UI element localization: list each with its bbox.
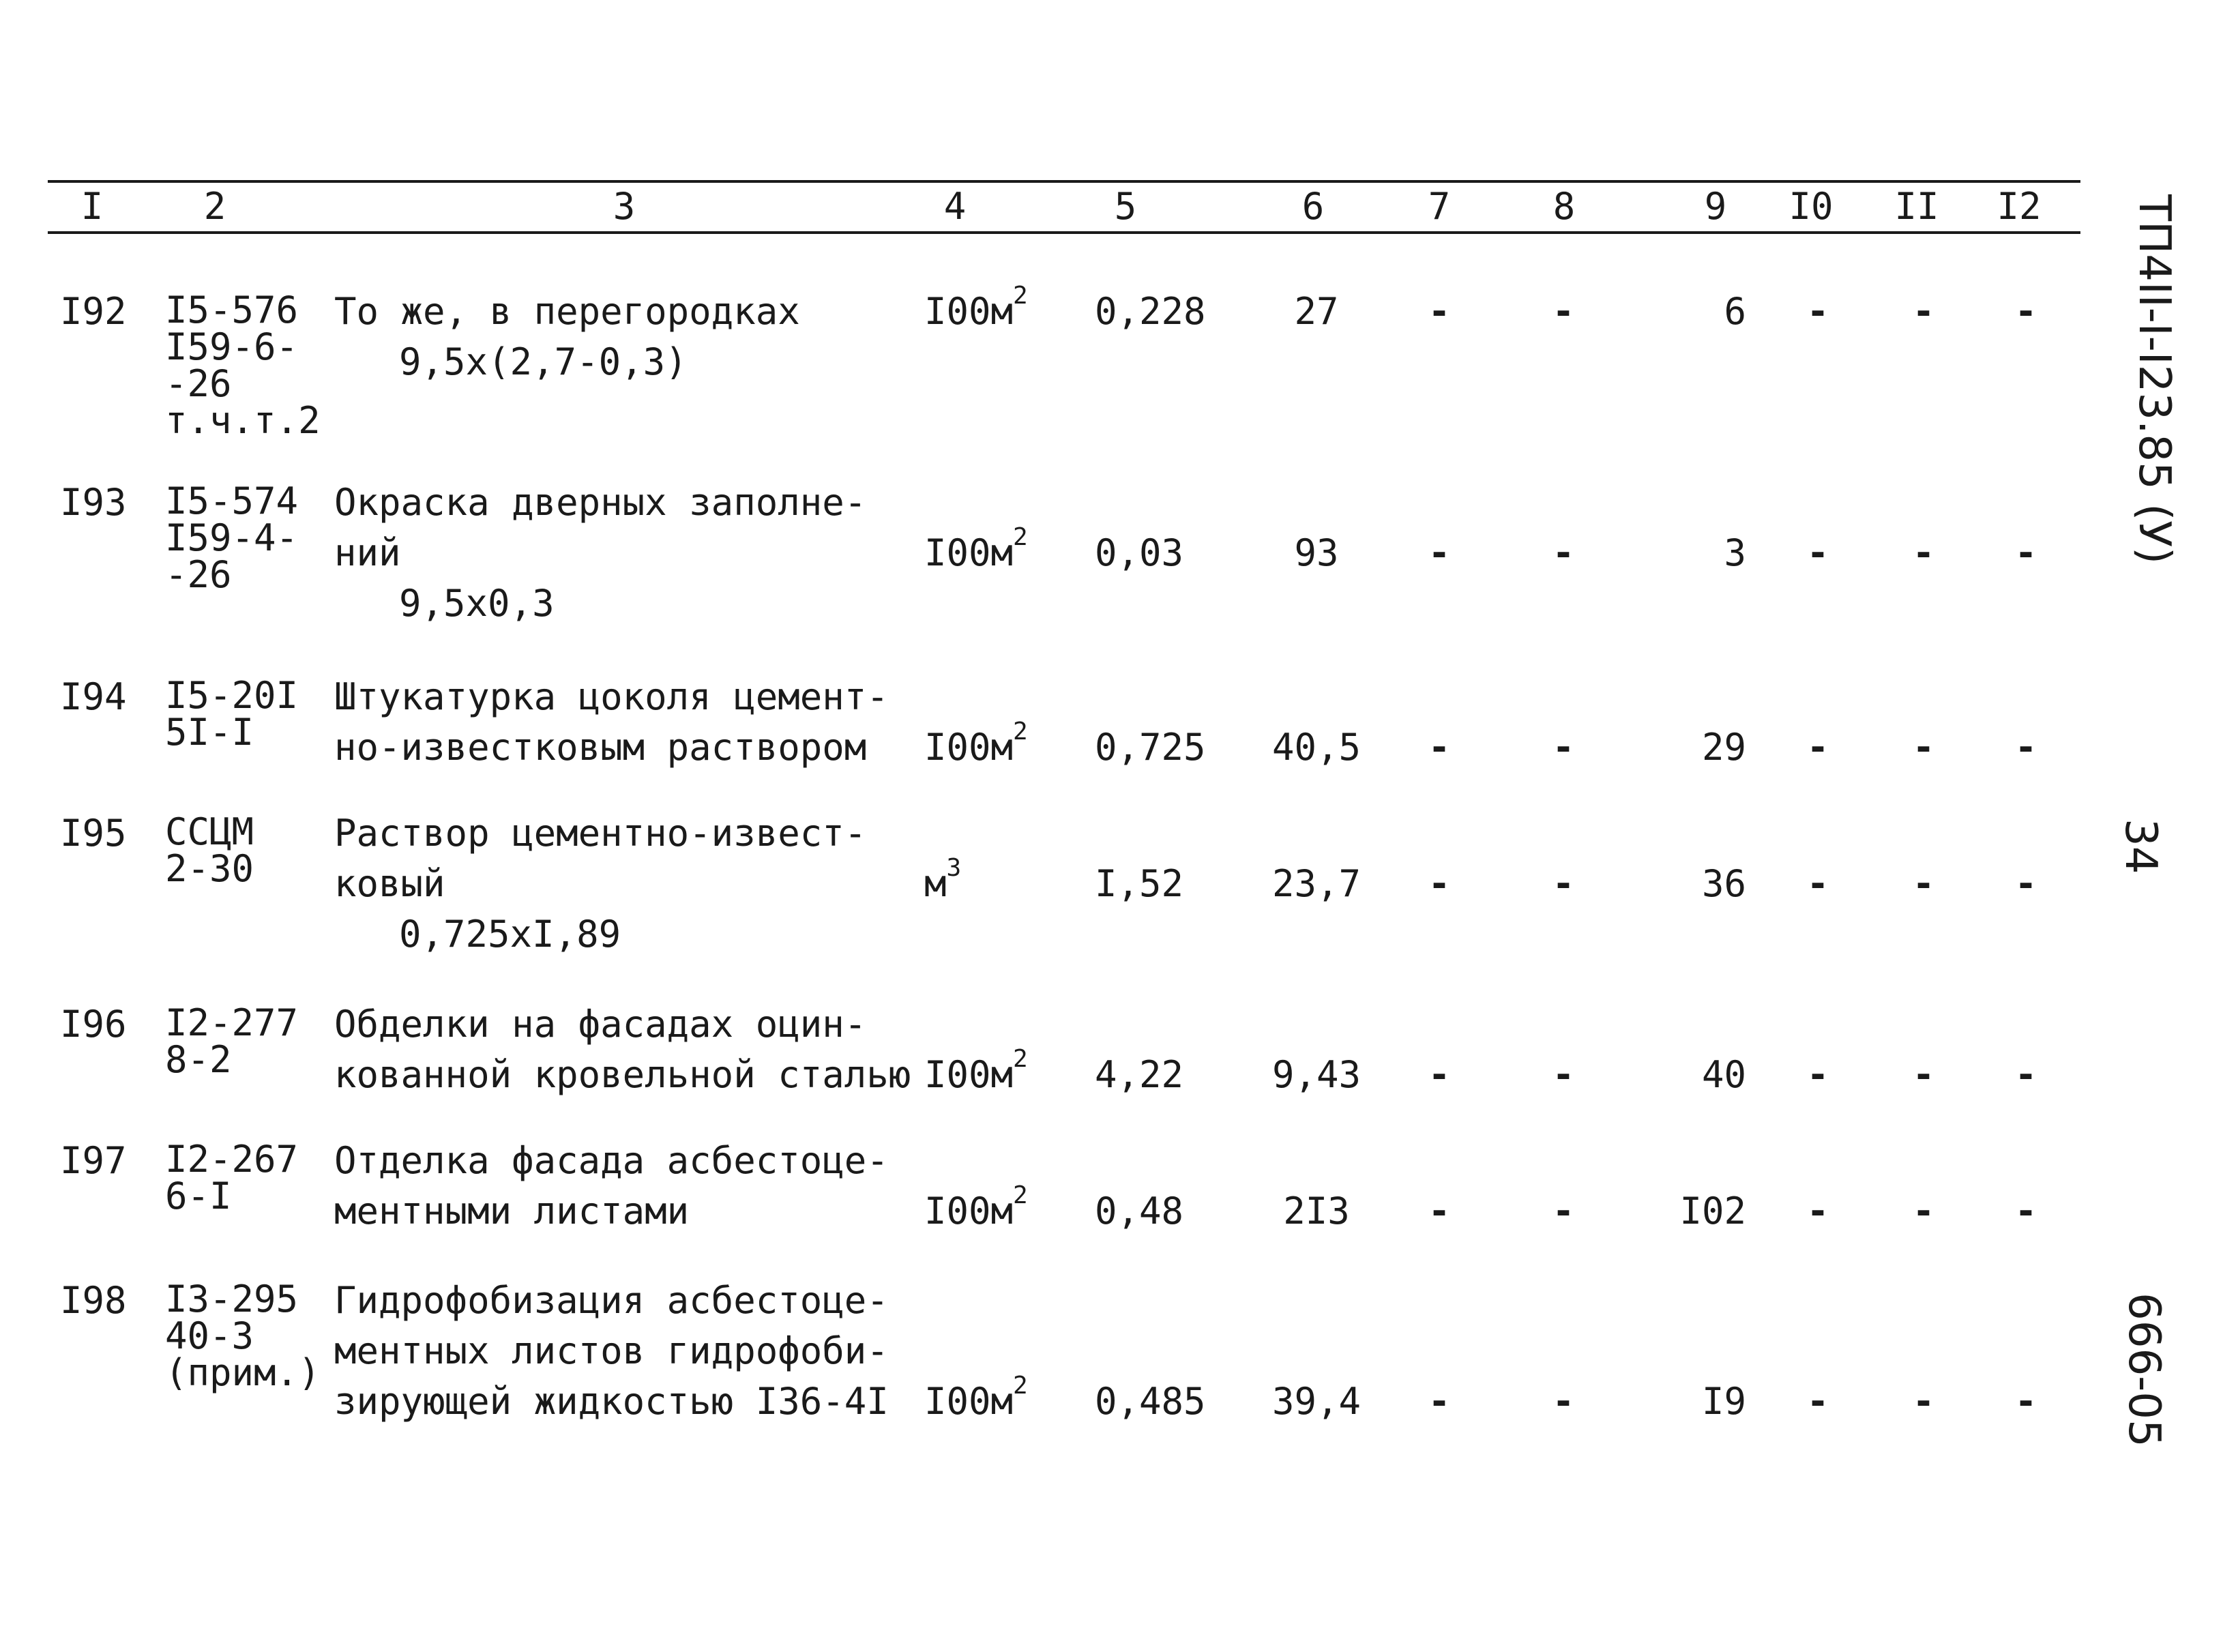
column-10-value: - bbox=[1806, 726, 1829, 769]
description-text: Гидрофобизация асбестоце- ментных листов гидрофоби- зирующей жидкостью I36-4I bbox=[334, 1279, 889, 1423]
row-number: I93 bbox=[60, 481, 127, 524]
column-10-value: - bbox=[1806, 1190, 1829, 1233]
column-header-3: 3 bbox=[613, 185, 636, 228]
column-11-value: - bbox=[1912, 1053, 1935, 1096]
work-description bbox=[334, 1136, 889, 1237]
unit-of-measure bbox=[924, 718, 1028, 773]
work-description bbox=[334, 808, 866, 960]
column-header-8: 8 bbox=[1552, 185, 1576, 228]
column-header-2: 2 bbox=[203, 185, 226, 228]
quantity-value: 0,228 bbox=[1095, 290, 1206, 333]
column-7-value: - bbox=[1428, 290, 1451, 333]
table-header-row bbox=[0, 183, 2223, 231]
column-9-value: I9 bbox=[1701, 1380, 1746, 1423]
unit-text: I00м bbox=[924, 1190, 1014, 1233]
column-header-5: 5 bbox=[1114, 185, 1137, 228]
unit-superscript: 2 bbox=[1013, 1372, 1028, 1400]
quantity-value: 0,725 bbox=[1095, 726, 1206, 769]
page-number: 34 bbox=[2115, 818, 2166, 874]
quantity-value: 0,48 bbox=[1095, 1190, 1184, 1233]
column-12-value: - bbox=[2014, 862, 2037, 905]
calculation-text: 9,5x(2,7-0,3) bbox=[399, 340, 688, 383]
column-header-10: I0 bbox=[1788, 185, 1834, 228]
work-description bbox=[334, 477, 866, 629]
column-8-value: - bbox=[1552, 1053, 1575, 1096]
unit-text: м bbox=[924, 862, 947, 905]
unit-text: I00м bbox=[924, 290, 1014, 333]
column-12-value: - bbox=[2014, 1053, 2037, 1096]
column-8-value: - bbox=[1552, 290, 1575, 333]
description-text: Штукатурка цоколя цемент- но-известковым раствором bbox=[334, 675, 889, 769]
unit-superscript: 2 bbox=[1013, 523, 1028, 551]
column-9-value: 36 bbox=[1701, 862, 1746, 905]
description-text: Раствор цементно-извест- ковый bbox=[334, 812, 867, 905]
column-8-value: - bbox=[1552, 862, 1575, 905]
rate-code: I3-295 40-3 (прим.) bbox=[165, 1278, 321, 1394]
rate-code: I5-20I 5I-I bbox=[165, 674, 299, 754]
row-number: I96 bbox=[60, 1003, 127, 1046]
column-header-6: 6 bbox=[1301, 185, 1325, 228]
row-number: I95 bbox=[60, 812, 127, 855]
column-7-value: - bbox=[1428, 1053, 1451, 1096]
unit-superscript: 2 bbox=[1013, 1045, 1028, 1073]
column-7-value: - bbox=[1428, 862, 1451, 905]
unit-cost-value: 2I3 bbox=[1283, 1190, 1350, 1233]
unit-superscript: 3 bbox=[946, 854, 962, 882]
unit-of-measure bbox=[924, 1372, 1028, 1427]
column-11-value: - bbox=[1912, 531, 1935, 574]
quantity-value: I,52 bbox=[1095, 862, 1184, 905]
description-text: Отделка фасада асбестоце- ментными листами bbox=[334, 1139, 889, 1233]
column-header-7: 7 bbox=[1428, 185, 1451, 228]
table-header-rule bbox=[48, 231, 2080, 234]
unit-of-measure bbox=[924, 1045, 1028, 1100]
column-12-value: - bbox=[2014, 531, 2037, 574]
column-9-value: 3 bbox=[1724, 531, 1746, 574]
unit-of-measure bbox=[924, 282, 1028, 337]
row-number: I92 bbox=[60, 290, 127, 333]
rate-code: I5-576 I59-6- -26 т.ч.т.2 bbox=[165, 289, 321, 442]
unit-of-measure bbox=[924, 854, 962, 909]
work-description bbox=[334, 286, 800, 387]
rate-code: ССЦМ 2-30 bbox=[165, 810, 254, 890]
column-11-value: - bbox=[1912, 290, 1935, 333]
column-9-value: I02 bbox=[1679, 1190, 1746, 1233]
unit-superscript: 2 bbox=[1013, 718, 1028, 746]
unit-cost-value: 27 bbox=[1294, 290, 1339, 333]
description-text: Обделки на фасадах оцин- кованной кровельной сталью bbox=[334, 1003, 911, 1096]
work-description bbox=[334, 1275, 889, 1427]
quantity-value: 0,03 bbox=[1095, 531, 1184, 574]
unit-text: I00м bbox=[924, 1053, 1014, 1096]
column-12-value: - bbox=[2014, 290, 2037, 333]
unit-cost-value: 9,43 bbox=[1271, 1053, 1361, 1096]
column-7-value: - bbox=[1428, 726, 1451, 769]
work-description bbox=[334, 672, 889, 773]
column-header-1: I bbox=[80, 185, 104, 228]
column-10-value: - bbox=[1806, 1380, 1829, 1423]
column-11-value: - bbox=[1912, 862, 1935, 905]
unit-of-measure bbox=[924, 1181, 1028, 1237]
unit-text: I00м bbox=[924, 1380, 1014, 1423]
unit-cost-value: 93 bbox=[1294, 531, 1339, 574]
calculation-text: 9,5x0,3 bbox=[399, 582, 555, 625]
column-header-4: 4 bbox=[943, 185, 967, 228]
row-number: I97 bbox=[60, 1139, 127, 1182]
calculation-text: 0,725xI,89 bbox=[399, 913, 621, 956]
column-10-value: - bbox=[1806, 290, 1829, 333]
description-text: Окраска дверных заполне- ний bbox=[334, 481, 867, 574]
description-text: То же, в перегородках bbox=[334, 290, 800, 333]
rate-code: I5-574 I59-4- -26 bbox=[165, 480, 299, 596]
column-7-value: - bbox=[1428, 1190, 1451, 1233]
column-8-value: - bbox=[1552, 1380, 1575, 1423]
work-description bbox=[334, 999, 911, 1100]
column-11-value: - bbox=[1912, 1190, 1935, 1233]
unit-superscript: 2 bbox=[1013, 1181, 1028, 1209]
column-11-value: - bbox=[1912, 1380, 1935, 1423]
sheet-code-margin-note: 666-05 bbox=[2119, 1293, 2169, 1447]
document-code-margin-note: ТП4II-I-I23.85 (У) bbox=[2129, 194, 2179, 565]
unit-cost-value: 23,7 bbox=[1271, 862, 1361, 905]
rate-code: I2-277 8-2 bbox=[165, 1001, 299, 1081]
unit-text: I00м bbox=[924, 726, 1014, 769]
column-9-value: 40 bbox=[1701, 1053, 1746, 1096]
column-8-value: - bbox=[1552, 1190, 1575, 1233]
row-number: I98 bbox=[60, 1279, 127, 1322]
rate-code: I2-267 6-I bbox=[165, 1138, 299, 1218]
column-9-value: 6 bbox=[1724, 290, 1746, 333]
row-number: I94 bbox=[60, 675, 127, 718]
column-10-value: - bbox=[1806, 862, 1829, 905]
unit-cost-value: 40,5 bbox=[1271, 726, 1361, 769]
unit-superscript: 2 bbox=[1013, 282, 1028, 310]
column-12-value: - bbox=[2014, 726, 2037, 769]
column-10-value: - bbox=[1806, 1053, 1829, 1096]
unit-text: I00м bbox=[924, 531, 1014, 574]
column-8-value: - bbox=[1552, 726, 1575, 769]
column-12-value: - bbox=[2014, 1380, 2037, 1423]
column-9-value: 29 bbox=[1701, 726, 1746, 769]
column-11-value: - bbox=[1912, 726, 1935, 769]
column-8-value: - bbox=[1552, 531, 1575, 574]
quantity-value: 4,22 bbox=[1095, 1053, 1184, 1096]
column-7-value: - bbox=[1428, 1380, 1451, 1423]
unit-of-measure bbox=[924, 523, 1028, 578]
column-header-11: II bbox=[1894, 185, 1939, 228]
column-header-9: 9 bbox=[1704, 185, 1727, 228]
column-12-value: - bbox=[2014, 1190, 2037, 1233]
column-7-value: - bbox=[1428, 531, 1451, 574]
column-header-12: I2 bbox=[1997, 185, 2042, 228]
quantity-value: 0,485 bbox=[1095, 1380, 1206, 1423]
column-10-value: - bbox=[1806, 531, 1829, 574]
unit-cost-value: 39,4 bbox=[1271, 1380, 1361, 1423]
